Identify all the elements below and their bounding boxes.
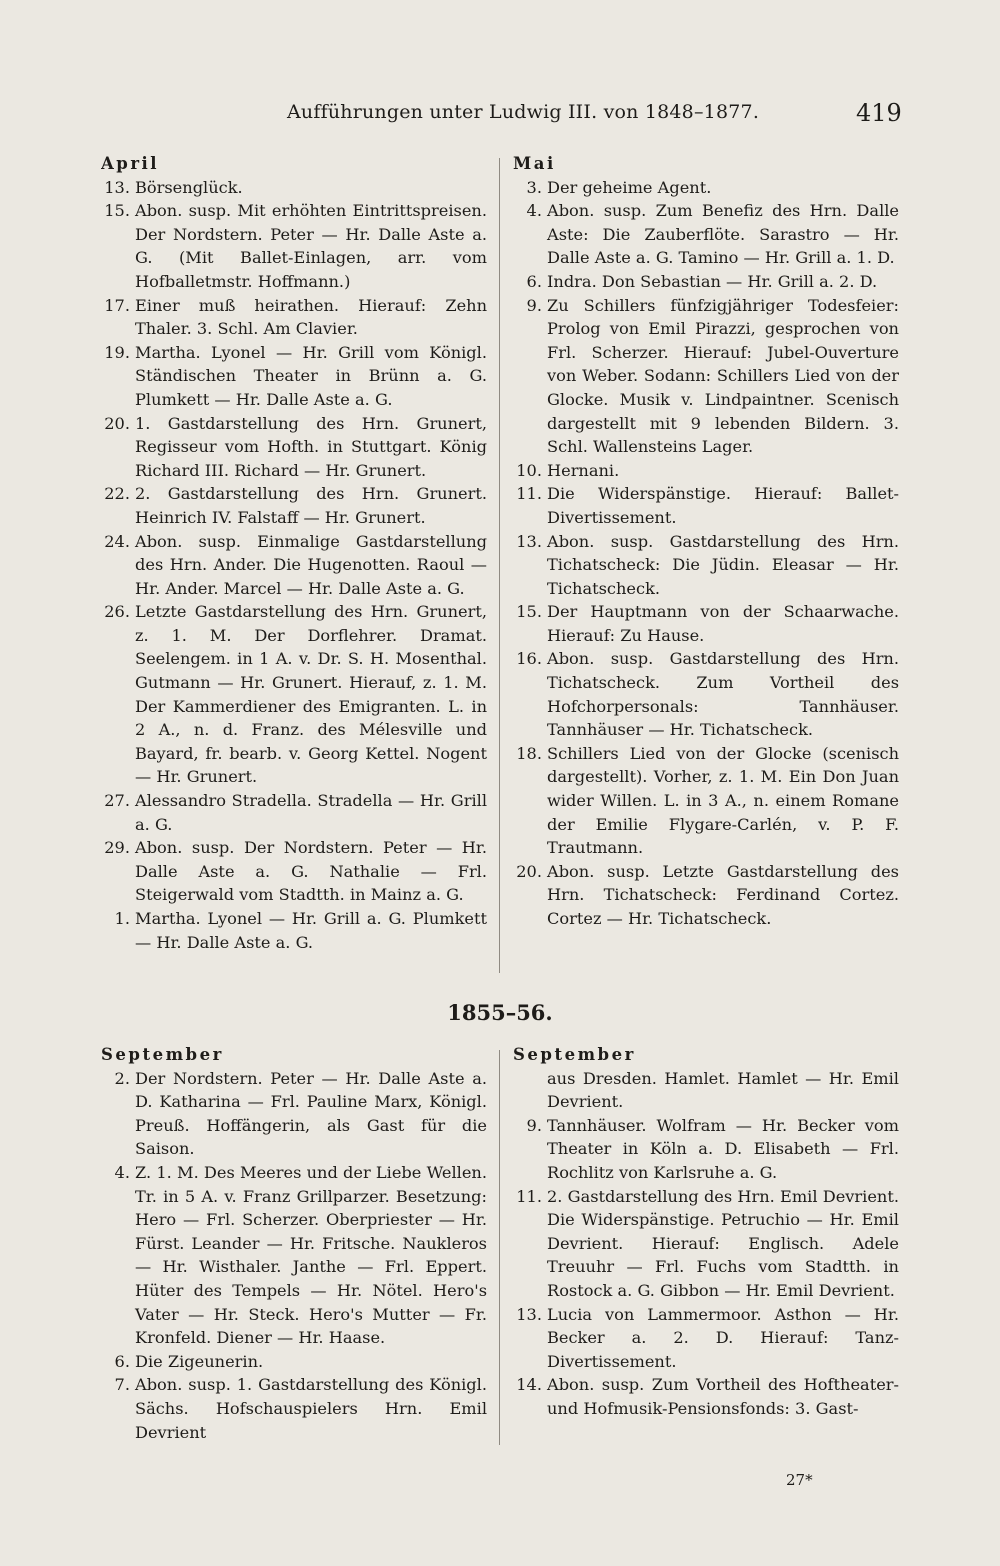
- entry-text: Alessandro Stradella. Stradella — Hr. Grill a. G.: [135, 791, 487, 834]
- column-mai: [513, 152, 899, 977]
- list-item: [101, 176, 487, 200]
- column-september-right: [513, 1043, 899, 1453]
- list-item: [513, 1373, 899, 1420]
- list-item: [101, 412, 487, 483]
- list-item: [101, 530, 487, 601]
- entry-text: Schillers Lied von der Glocke (scenisch dargestellt). Vorher, z. 1. M. Ein Don Juan wider Willen. L. in 3 A., n. einem Romane der Emilie Flygare-Carlén, v. P. F. Trautmann.: [547, 743, 899, 858]
- column-september-left: [101, 1043, 487, 1453]
- signature-mark: 27*: [786, 1471, 813, 1489]
- list-item: [101, 294, 487, 341]
- entry-date: 20.: [516, 861, 542, 881]
- list-item: [513, 270, 899, 294]
- entry-text: Die Widerspänstige. Hierauf: Ballet-Divertissement.: [547, 484, 899, 527]
- entry-date: 4.: [526, 201, 542, 221]
- entry-text: Der Nordstern. Peter — Hr. Dalle Aste a. D. Katharina — Frl. Pauline Marx, Königl. Preuß. Hoffängerin, als Gast für die Saison.: [135, 1068, 487, 1159]
- entry-text: Martha. Lyonel — Hr. Grill a. G. Plumkett — Hr. Dalle Aste a. G.: [135, 909, 487, 952]
- entry-date: 9.: [526, 295, 542, 315]
- list-item: [513, 482, 899, 529]
- list-item: [513, 1114, 899, 1185]
- entry-text: Börsenglück.: [135, 177, 243, 197]
- season-heading: 1855–56.: [447, 1000, 553, 1025]
- entry-text: Indra. Don Sebastian — Hr. Grill a. 2. D.: [547, 271, 878, 291]
- list-item: [513, 860, 899, 931]
- entry-date: 15.: [104, 201, 130, 221]
- continuation-entry: [513, 1067, 899, 1114]
- entry-text: Abon. susp. Zum Benefiz des Hrn. Dalle Aste: Die Zauberflöte. Sarastro — Hr. Dalle Aste a. G. Tamino — Hr. Grill a. 1. D.: [547, 201, 899, 268]
- list-item: [513, 199, 899, 270]
- entry-date: 18.: [516, 743, 542, 763]
- list-item: [101, 1373, 487, 1444]
- entry-text: Zu Schillers fünfzigjähriger Todesfeier: Prolog von Emil Pirazzi, gesprochen von Frl. Scherzer. Hierauf: Jubel-Ouverture von Weber. Sodann: Schillers Lied von der Glocke. Musik v. Lindpaintner. Scenisch dargestellt mit 9 lebenden Bildern. 3. Schl. Wallensteins Lager.: [547, 295, 899, 457]
- entry-text: Tannhäuser. Wolfram — Hr. Becker vom Theater in Köln a. D. Elisabeth — Frl. Rochlitz von Karlsruhe a. G.: [547, 1115, 899, 1182]
- entry-text: 2. Gastdarstellung des Hrn. Emil Devrient. Die Widerspänstige. Petruchio — Hr. Emil Devrient. Hierauf: Englisch. Adele Treuuhr — Frl. Fuchs vom Stadtth. in Rostock a. G. Gibbon — Hr. Emil Devrient.: [547, 1186, 899, 1300]
- entry-date: 1.: [114, 909, 130, 928]
- entry-date: 10.: [516, 460, 542, 480]
- list-item: [513, 530, 899, 601]
- entry-date: 13.: [516, 1304, 542, 1324]
- entry-date: 26.: [104, 602, 130, 622]
- month-heading-september-right: September: [513, 1045, 636, 1064]
- list-item: [101, 1161, 487, 1350]
- entry-date: 14.: [516, 1375, 542, 1395]
- list-item: [513, 176, 899, 200]
- entry-text: Abon. susp. 1. Gastdarstellung des Königl. Sächs. Hofschauspielers Hrn. Emil Devrient: [135, 1375, 487, 1442]
- page-number: 419: [856, 99, 902, 127]
- list-item: [513, 294, 899, 459]
- entry-date: 11.: [516, 484, 542, 504]
- month-heading-mai: Mai: [513, 154, 556, 173]
- entry-date: 16.: [516, 649, 542, 669]
- list-item: [513, 459, 899, 483]
- entry-text: Abon. susp. Mit erhöhten Eintrittspreisen. Der Nordstern. Peter — Hr. Dalle Aste a. G. (Mit Ballet-Einlagen, arr. vom Hofballetmstr. Hoffmann.): [135, 201, 487, 291]
- entry-date: 13.: [104, 177, 130, 197]
- entry-text: Abon. susp. Zum Vortheil des Hoftheater- und Hofmusik-Pensionsfonds: 3. Gast-: [547, 1375, 899, 1418]
- list-item: [101, 482, 487, 529]
- month-heading-april: April: [101, 154, 160, 173]
- column-rule-top: [499, 158, 500, 973]
- entry-date: 15.: [516, 602, 542, 622]
- list-item: [101, 600, 487, 789]
- entry-date: 29.: [104, 838, 130, 858]
- entry-date: 13.: [516, 531, 542, 551]
- list-item: [101, 1067, 487, 1161]
- entry-list-september-left: [101, 1067, 487, 1445]
- entry-text: Einer muß heirathen. Hierauf: Zehn Thaler. 3. Schl. Am Clavier.: [135, 295, 487, 339]
- column-rule-bottom: [499, 1050, 500, 1445]
- entry-date: 24.: [104, 531, 130, 551]
- list-item: [513, 1185, 899, 1303]
- entry-date: 17.: [104, 295, 130, 315]
- entry-text: Der Hauptmann von der Schaarwache. Hierauf: Zu Hause.: [547, 602, 899, 645]
- continuation-text: aus Dresden. Hamlet. Hamlet — Hr. Emil Devrient.: [547, 1068, 899, 1112]
- entry-date: 4.: [114, 1162, 130, 1182]
- list-item: [101, 789, 487, 836]
- entry-text: 2. Gastdarstellung des Hrn. Grunert. Heinrich IV. Falstaff — Hr. Grunert.: [135, 484, 487, 527]
- entry-text: Martha. Lyonel — Hr. Grill vom Königl. Ständischen Theater in Brünn a. G. Plumkett — Hr. Dalle Aste a. G.: [135, 342, 487, 409]
- entry-text: Abon. susp. Der Nordstern. Peter — Hr. Dalle Aste a. G. Nathalie — Frl. Steigerwald vom Stadtth. in Mainz a. G.: [135, 838, 487, 905]
- entry-date: 27.: [104, 791, 130, 811]
- entry-date: 9.: [526, 1115, 542, 1135]
- entry-date: 2.: [114, 1068, 130, 1088]
- list-item: [513, 647, 899, 741]
- list-item: [513, 742, 899, 860]
- running-head: [0, 101, 1000, 131]
- entry-list-september-right: [513, 1114, 899, 1421]
- entry-date: 7.: [114, 1375, 130, 1395]
- entry-text: Hernani.: [547, 460, 620, 480]
- entry-text: Abon. susp. Gastdarstellung des Hrn. Tichatscheck: Die Jüdin. Eleasar — Hr. Tichatscheck.: [547, 531, 899, 598]
- entry-date: 19.: [104, 342, 130, 362]
- entry-text: Der geheime Agent.: [547, 177, 712, 197]
- entry-date: 6.: [114, 1351, 130, 1371]
- entry-date: 20.: [104, 413, 130, 433]
- entry-text: Letzte Gastdarstellung des Hrn. Grunert, z. 1. M. Der Dorflehrer. Dramat. Seelengem. in 1 A. v. Dr. S. H. Mosenthal. Gutmann — Hr. Grunert. Hierauf, z. 1. M. Der Kammerdiener des Emigranten. L. in 2 A., n. d. Franz. des Mélesville und Bayard, fr. bearb. v. Georg Kettel. Nogent — Hr. Grunert.: [135, 602, 487, 787]
- entry-date: 22.: [104, 484, 130, 504]
- list-item: [101, 836, 487, 907]
- entry-text: Z. 1. M. Des Meeres und der Liebe Wellen. Tr. in 5 A. v. Franz Grillparzer. Besetzung: Hero — Frl. Scherzer. Oberpriester — Hr. Fürst. Leander — Hr. Fritsche. Naukleros — Hr. Wisthaler. Janthe — Frl. Eppert. Hüter des Tempels — Hr. Nötel. Hero's Vater — Hr. Steck. Hero's Mutter — Fr. Kronfeld. Diener — Hr. Haase.: [135, 1162, 487, 1348]
- entry-date: 11.: [516, 1186, 542, 1206]
- list-item: [101, 199, 487, 293]
- entry-list-april: [101, 176, 487, 955]
- entry-text: 1. Gastdarstellung des Hrn. Grunert, Regisseur vom Hofth. in Stuttgart. König Richard III. Richard — Hr. Grunert.: [135, 413, 487, 480]
- entry-date: 3.: [526, 177, 542, 197]
- entry-text: Die Zigeunerin.: [135, 1351, 264, 1371]
- entry-text: Abon. susp. Letzte Gastdarstellung des Hrn. Tichatscheck: Ferdinand Cortez. Cortez — Hr. Tichatscheck.: [547, 861, 899, 928]
- list-item: [101, 1350, 487, 1374]
- list-item: [513, 600, 899, 647]
- entry-text: Abon. susp. Gastdarstellung des Hrn. Tichatscheck. Zum Vortheil des Hofchorpersonals: Tannhäuser. Tannhäuser — Hr. Tichatscheck.: [547, 649, 899, 740]
- entry-date: 6.: [526, 271, 542, 291]
- column-april: [101, 152, 487, 977]
- list-item: [101, 341, 487, 412]
- entry-text: Abon. susp. Einmalige Gastdarstellung des Hrn. Ander. Die Hugenotten. Raoul — Hr. Ander. Marcel — Hr. Dalle Aste a. G.: [135, 531, 487, 598]
- entry-list-mai: [513, 176, 899, 931]
- running-title: Aufführungen unter Ludwig III. von 1848–1877.: [287, 101, 760, 123]
- entry-text: Lucia von Lammermoor. Asthon — Hr. Becker a. 2. D. Hierauf: Tanz-Divertissement.: [547, 1304, 899, 1371]
- month-heading-september-left: September: [101, 1045, 224, 1064]
- list-item: [513, 1303, 899, 1374]
- list-item: [101, 907, 487, 954]
